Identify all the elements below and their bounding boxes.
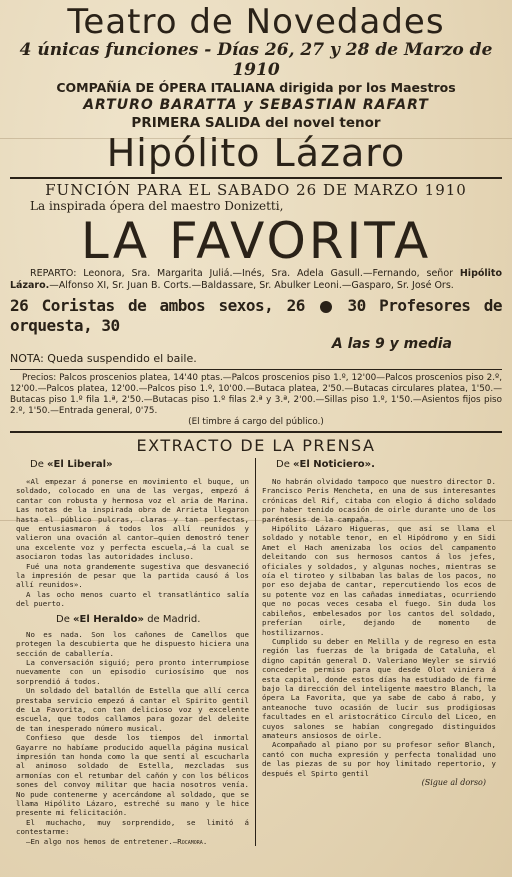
cast-text-a: Leonora, Sra. Margarita Juliá.—Inés, Sra. Adela Gasull.—Fernando, señor [83,268,454,279]
source-el-heraldo [16,613,249,626]
continues-note: (Sigue al dorso) [421,778,486,787]
source-name: «El Liberal» [47,459,113,470]
maestros-line: ARTURO BARATTA y SEBASTIAN RAFART [83,97,429,113]
stamp-note: (El timbre á cargo del público.) [188,417,324,427]
press-heading: EXTRACTO DE LA PRENSA [136,436,376,455]
press-columns [10,458,502,846]
left-paragraphs-2 [16,630,249,837]
article-paragraph: Acompañado al piano por su profesor señor Blanch, cantó con mucha expresión y perfecta tonalidad uno de las piezas de su por hoy limitado repertorio, y después el Spirto gentil [262,740,496,778]
press-column-right [256,458,502,846]
closing-line [16,837,249,846]
article-paragraph: Confieso que desde los tiempos del inmortal Gayarre no habíame producido aquella página musical impresión tan honda como la que sentí al escucharla al animoso soldado de Estella, mezcladas sus armonías con el retumbar del cañón y con los bélicos sones del convoy militar que hacia nosotros venía. No pude contenerme y acercándome al soldado, que se llama Hipólito Lázaro, estreché su mano y le hice presente mi felicitación. [16,733,249,818]
source-name: «El Noticiero». [293,459,375,470]
note [10,352,502,366]
cast-list [10,268,502,292]
cast-tenor: Hipólito Lázaro. [10,268,502,291]
article-paragraph: Un soldado del batallón de Estella que allí cerca prestaba servicio empezó á cantar el Spirito gentil de La Favorita, con tan delicioso voz y excelente escuela, que todos callamos para gozar del deleite de tan inesperado número musical. [16,686,249,733]
article-paragraph: «Al empezar á ponerse en movimiento el buque, un soldado, colocado en una de las vergas, empezó á cantar con robusta y hermosa voz el aria de Marina. Las notas de la inspirada obra de Arrieta llegaron hasta el público pulcras, claras y tan perfectas, que entusiasmaron á todos los allí reunidos y valieron una ovación al cantor—quien demostró tener una excelente voz y perfecta escuela,—á la cual se asociaron todas las autoridades incluso. [16,477,249,562]
bullet-icon [320,301,332,313]
press-column-left [10,458,256,846]
article-paragraph: Cumplido su deber en Melilla y de regreso en esta región las fuerzas de la brigada de Cataluña, el digno capitán general D. Valeriano Weyler se sirvió concederle permiso para que desde Olot viniera á esta capital, donde estos días ha estudiado de firme bajo la dirección del inteligente maestro Blanch, la ópera La Favorita, que ya sabe de cabo á rabo, y anteanoche tuvo ocasión de lucir sus prodigiosas facultades en el aristocrático Círculo del Liceo, en cuyos salones se habían congregado distinguidos amateurs ansiosos de oirle. [262,636,496,740]
article-paragraph: A las ocho menos cuarto el transatlántico salía del puerto. [16,589,249,609]
source-prefix: De [276,459,290,470]
divider [10,369,502,370]
fold-line [0,138,512,139]
article-paragraph: La conversación siguió; pero pronto interrumpiose nuevamente con un episodio curiosísimo que nos sorprendió á todos. [16,657,249,686]
source-name: «El Heraldo» [73,613,144,625]
tenor-name: Hipólito Lázaro [106,131,406,175]
source-prefix: De [30,459,44,470]
article-paragraph: No es nada. Son los cañones de Camellos que protegen la descubierta que he dispuesto hiciera una sección de caballería. [16,629,249,658]
source-el-noticiero [262,458,496,471]
start-time: A las 9 y media [331,336,452,352]
signature: Rocamora. [177,836,208,846]
note-text: Queda suspendido el baile. [47,352,197,365]
note-label: NOTA: [10,352,44,365]
cast-label: REPARTO: [30,268,77,279]
primera-salida-line: PRIMERA SALIDA del novel tenor [131,115,381,131]
article-paragraph: El muchacho, muy sorprendido, se limitó á contestarme: [16,817,249,837]
performance-dates: 4 únicas funciones - Días 26, 27 y 28 de Marzo de 1910 [19,40,493,80]
source-suffix: de Madrid. [147,613,201,625]
article-paragraph: Fué una nota grandemente sugestiva que desvaneció la impresión de pesar que la partida causó á los allí reunidos». [16,561,249,590]
prices-text: Precios: Palcos proscenios platea, 14'40 ptas.—Palcos proscenios piso 1.º, 12'00—Palcos proscenios piso 2.º, 12'00.—Palcos platea, 12'00.—Palcos piso 1.º, 10'00.—Butaca platea, 2'50.—Butacas circulares platea, 1'50.—Butacas piso 1.º fila 1.ª, 2'50.—Butacas piso 1.º filas 2.ª y 3.ª, 2'00.—Sillas piso 1.º, 1'50.—Asientos fijos piso 2.º, 1'50.—Entrada general, 0'75. [10,373,502,416]
company-line: COMPAÑÍA DE ÓPERA ITALIANA dirigida por los Maestros [56,80,456,95]
opera-title: LA FAVORITA [80,212,432,270]
performers-line [10,296,502,336]
source-prefix: De [56,613,70,625]
right-paragraphs [262,477,496,778]
closing-quote: —En algo nos hemos de entretener.— [26,836,178,846]
article-paragraph: Hipólito Lázaro Higueras, que así se llama el soldado y notable tenor, en el Hipódromo y en Sidi Amet el Hach amenizaba los ocios del campamento deleitando con sus hermosos cantos á los jefes, oficiales y soldados, y algunas noches, mientras se oía el tiroteo y silbaban las balas de los pacos, no por eso dejaba de cantar, repercutiendo los ecos de su potente voz en las cañadas inmediatas, ocurriendo que no pocas veces cesaba el fuego. Sin duda los cabileños, embelesados por los cantos del soldado, preferían oirle, dejando de momento de hostilizarnos. [262,524,496,637]
theatre-title: Teatro de Novedades [67,2,445,42]
article-paragraph: No habrán olvidado tampoco que nuestro director D. Francisco Peris Mencheta, en una de sus interesantes crónicas del Rif, citaba con elogio á dicho soldado por haber tenido ocasión de oirle durante uno de los paréntesis de la campaña. [262,477,496,524]
divider [10,177,502,179]
source-el-liberal [16,458,249,471]
orchestra-count: 30 Profesores de orquesta, 30 [10,296,502,335]
divider [10,431,502,433]
function-heading: FUNCIÓN PARA EL SABADO 26 DE MARZO 1910 [45,181,467,199]
cast-text-c: —Alfonso XI, Sr. Juan B. Corts.—Baldassare, Sr. Abulker Leoni.—Gasparo, Sr. José Ors. [49,280,454,291]
left-paragraphs [16,477,249,609]
opera-intro: La inspirada ópera del maestro Donizetti, [30,199,284,213]
chorus-count: 26 Coristas de ambos sexos, 26 [10,296,305,315]
